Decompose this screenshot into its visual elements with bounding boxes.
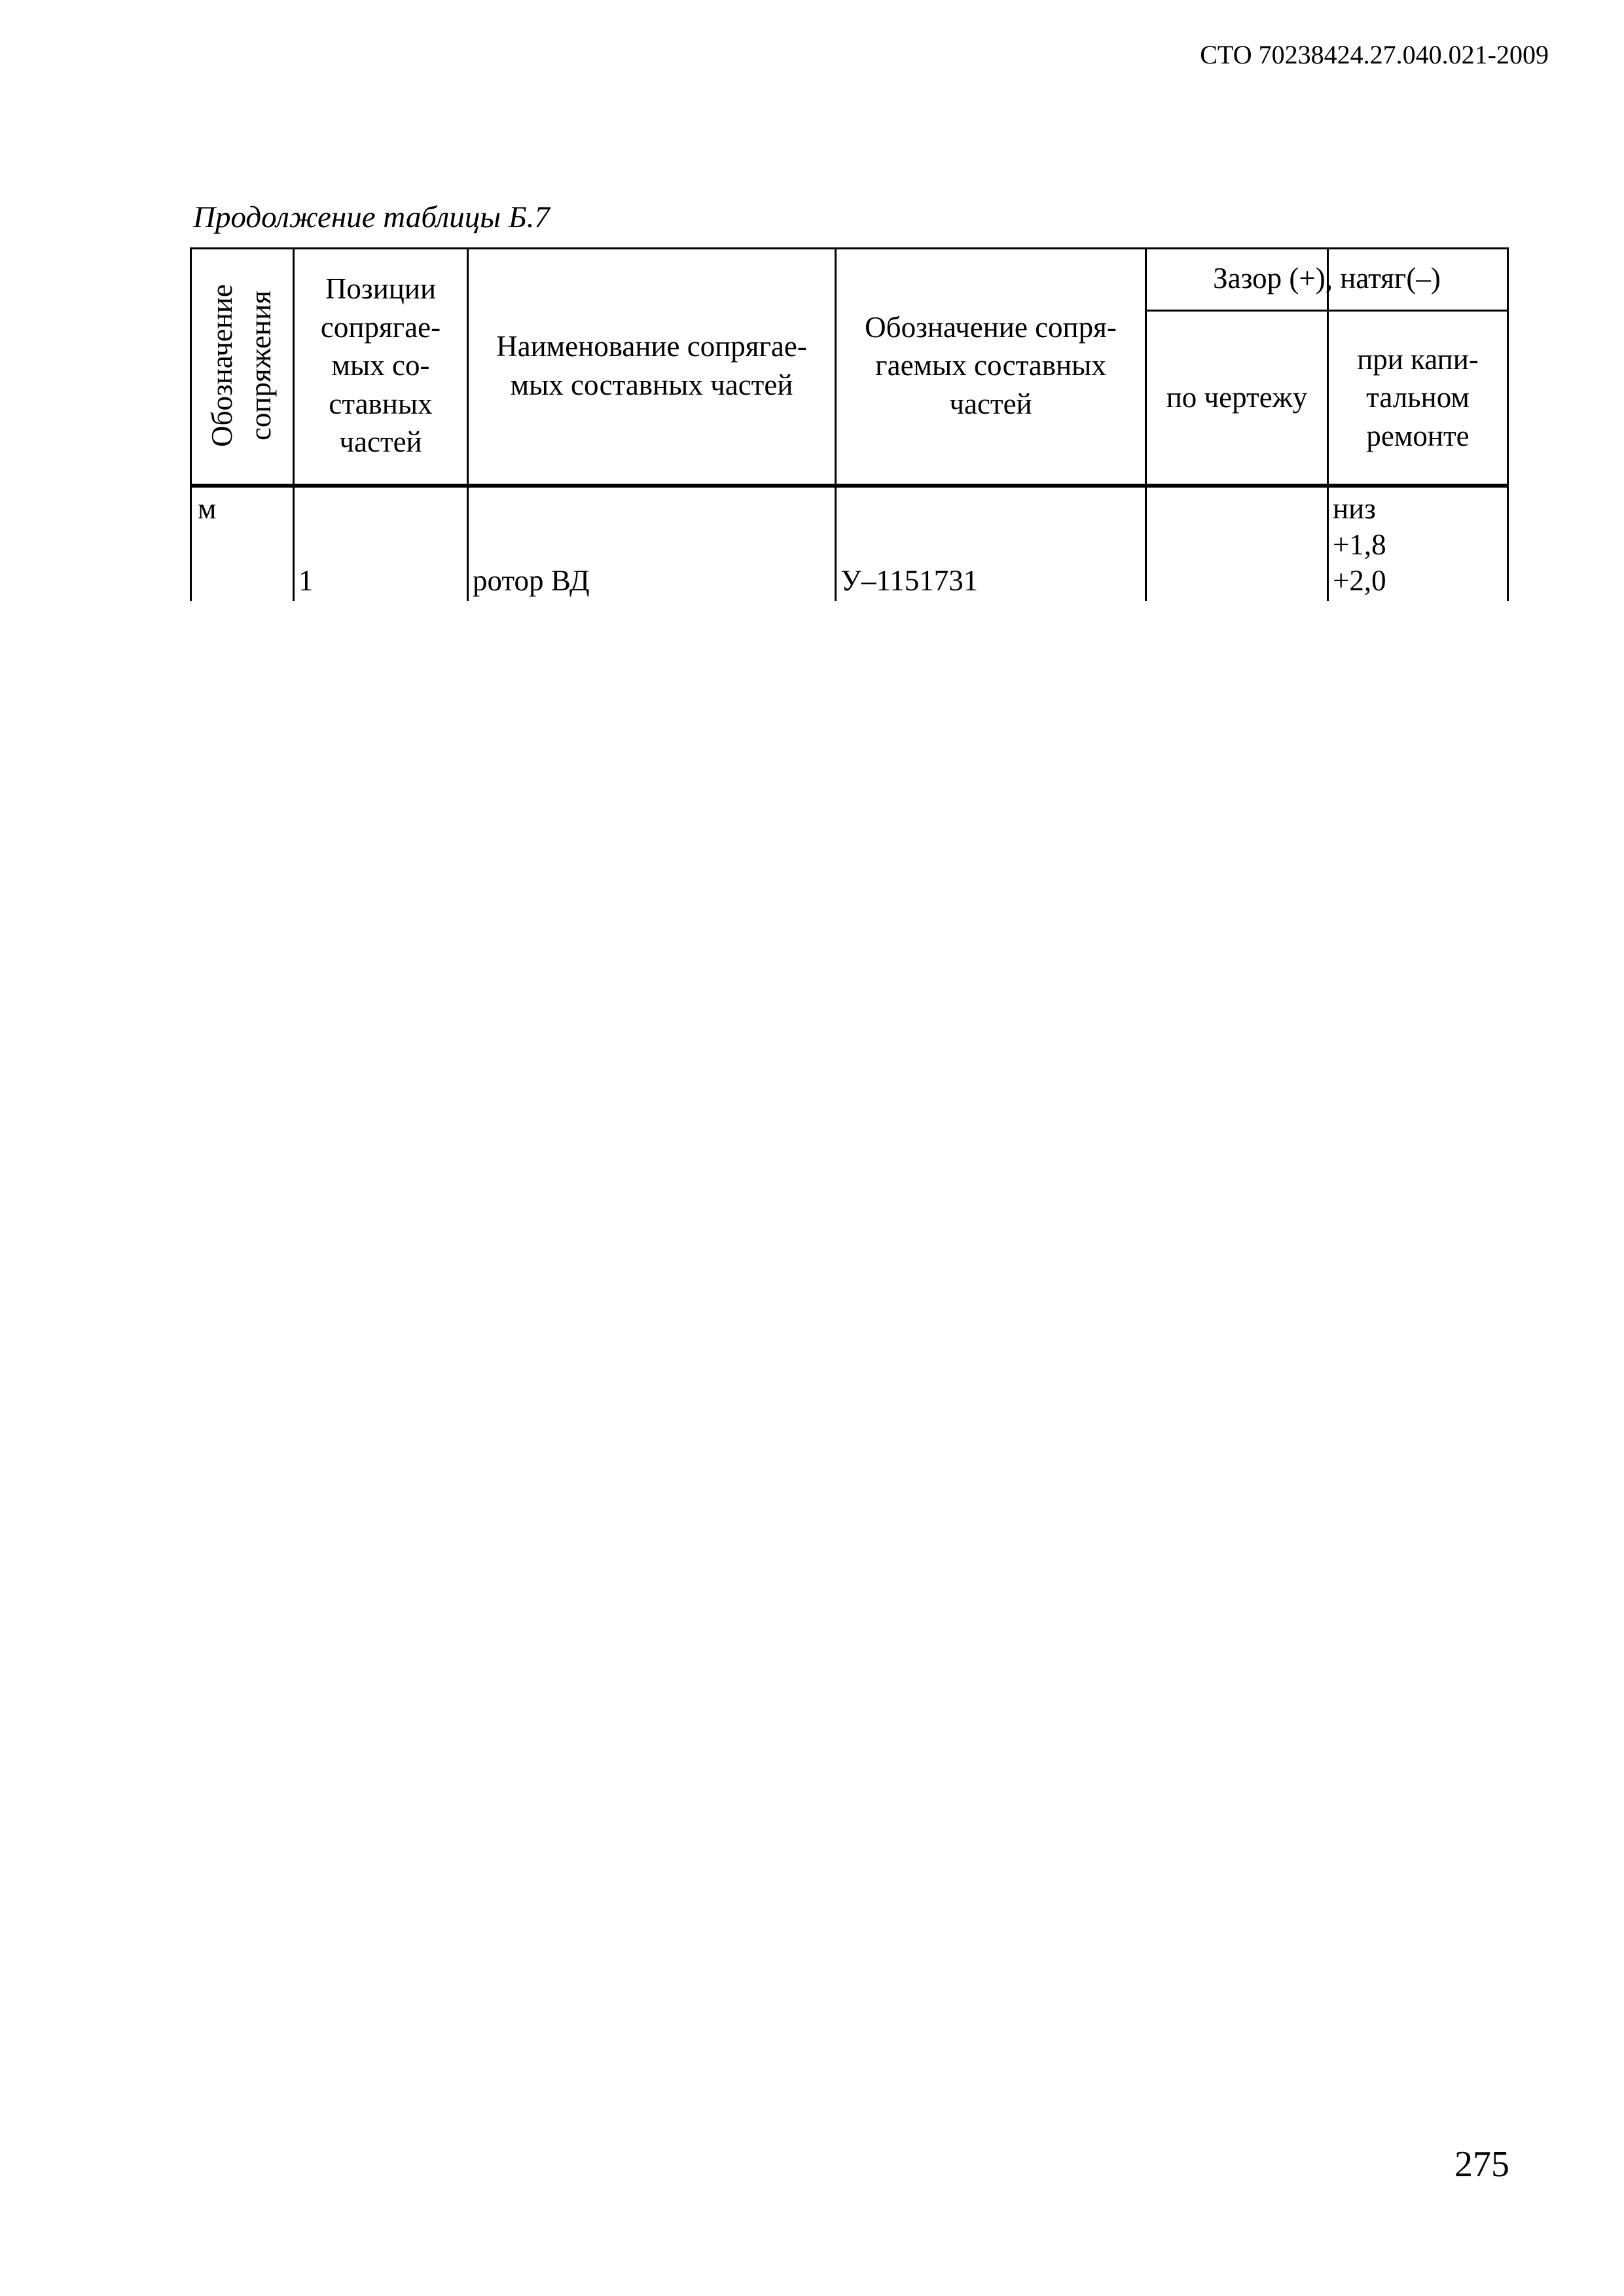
cell-position: 1 <box>298 564 314 597</box>
cell-overhaul-max: +2,0 <box>1333 564 1386 597</box>
page-number: 275 <box>1454 2144 1509 2185</box>
header-at-overhaul: при капи- тальном ремонте <box>1357 342 1479 452</box>
cell-part-designation: У–1151731 <box>840 564 979 597</box>
cell-designation: м <box>198 492 217 525</box>
table-caption: Продолжение таблицы Б.7 <box>193 200 550 234</box>
table-border-right <box>1507 247 1509 601</box>
cell-part-name: ротор ВД <box>473 564 590 597</box>
data-table <box>190 247 1509 601</box>
header-per-drawing: по чертежу <box>1166 381 1308 414</box>
header-positions: Позиции сопрягае- мых со- ставных частей <box>320 272 441 459</box>
header-part-name: Наименование сопрягае- мых составных частей <box>496 330 807 401</box>
cell-overhaul-min: +1,8 <box>1333 528 1386 561</box>
header-clearance-group: Зазор (+), натяг(–) <box>1213 262 1441 295</box>
header-part-designation: Обозначение сопря- гаемых составных частей <box>865 310 1117 420</box>
cell-overhaul-label: низ <box>1333 492 1376 525</box>
document-code: СТО 70238424.27.040.021-2009 <box>1200 40 1549 69</box>
header-designation: Обозначение сопряжения <box>206 284 277 447</box>
table-header-divider <box>190 484 1509 488</box>
